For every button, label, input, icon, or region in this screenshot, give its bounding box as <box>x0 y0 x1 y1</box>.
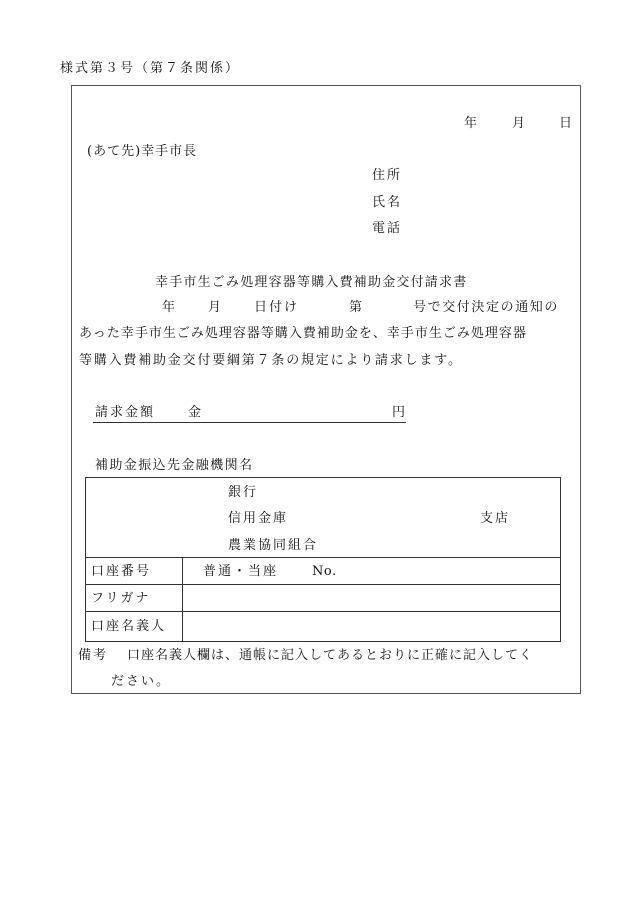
name-label: 氏名 <box>372 195 403 210</box>
addressee: (あて先)幸手市長 <box>87 144 198 159</box>
table-column-divider <box>182 557 183 642</box>
body-dated: 日付け <box>254 300 300 315</box>
form-number: 様式第３号（第７条関係） <box>60 61 241 76</box>
address-label: 住所 <box>372 168 403 183</box>
bank-type-ginko: 銀行 <box>228 485 259 500</box>
body-line1-rest: 号で交付決定の通知の <box>413 300 560 315</box>
body-dai: 第 <box>349 300 365 315</box>
table-divider-3 <box>85 611 561 612</box>
bank-type-nokyo: 農業協同組合 <box>228 538 319 553</box>
phone-label: 電話 <box>372 221 403 236</box>
amount-kin: 金 <box>188 405 204 420</box>
date-year-label: 年 <box>464 116 480 131</box>
document-title: 幸手市生ごみ処理容器等購入費補助金交付請求書 <box>155 275 468 290</box>
remarks-line2: ださい。 <box>111 674 172 689</box>
account-number-label: 口座番号 <box>91 564 152 579</box>
date-day-label: 日 <box>559 116 575 131</box>
amount-yen: 円 <box>392 405 408 420</box>
date-month-label: 月 <box>512 116 528 131</box>
body-line3: 等購入費補助金交付要綱第７条の規定により請求します。 <box>79 353 463 368</box>
bank-section-label: 補助金振込先金融機関名 <box>95 458 254 473</box>
table-divider-2 <box>85 584 561 585</box>
body-line2: あった幸手市生ごみ処理容器等購入費補助金を、幸手市生ごみ処理容器 <box>79 326 527 341</box>
amount-label: 請求金額 <box>95 405 156 420</box>
bank-branch-label: 支店 <box>480 511 511 526</box>
remarks-label: 備考 <box>78 648 109 663</box>
body-month: 月 <box>208 300 224 315</box>
account-holder-label: 口座名義人 <box>91 619 167 634</box>
bank-type-shinyo: 信用金庫 <box>228 511 289 526</box>
body-year: 年 <box>162 300 178 315</box>
account-no-label: No. <box>312 564 337 579</box>
amount-underline <box>93 422 406 423</box>
bank-table <box>85 477 561 642</box>
furigana-label: フリガナ <box>91 591 151 606</box>
table-divider-1 <box>85 557 561 558</box>
remarks-line1: 口座名義人欄は、通帳に記入してあるとおりに正確に記入してく <box>127 648 534 663</box>
account-type-value: 普通・当座 <box>203 564 279 579</box>
